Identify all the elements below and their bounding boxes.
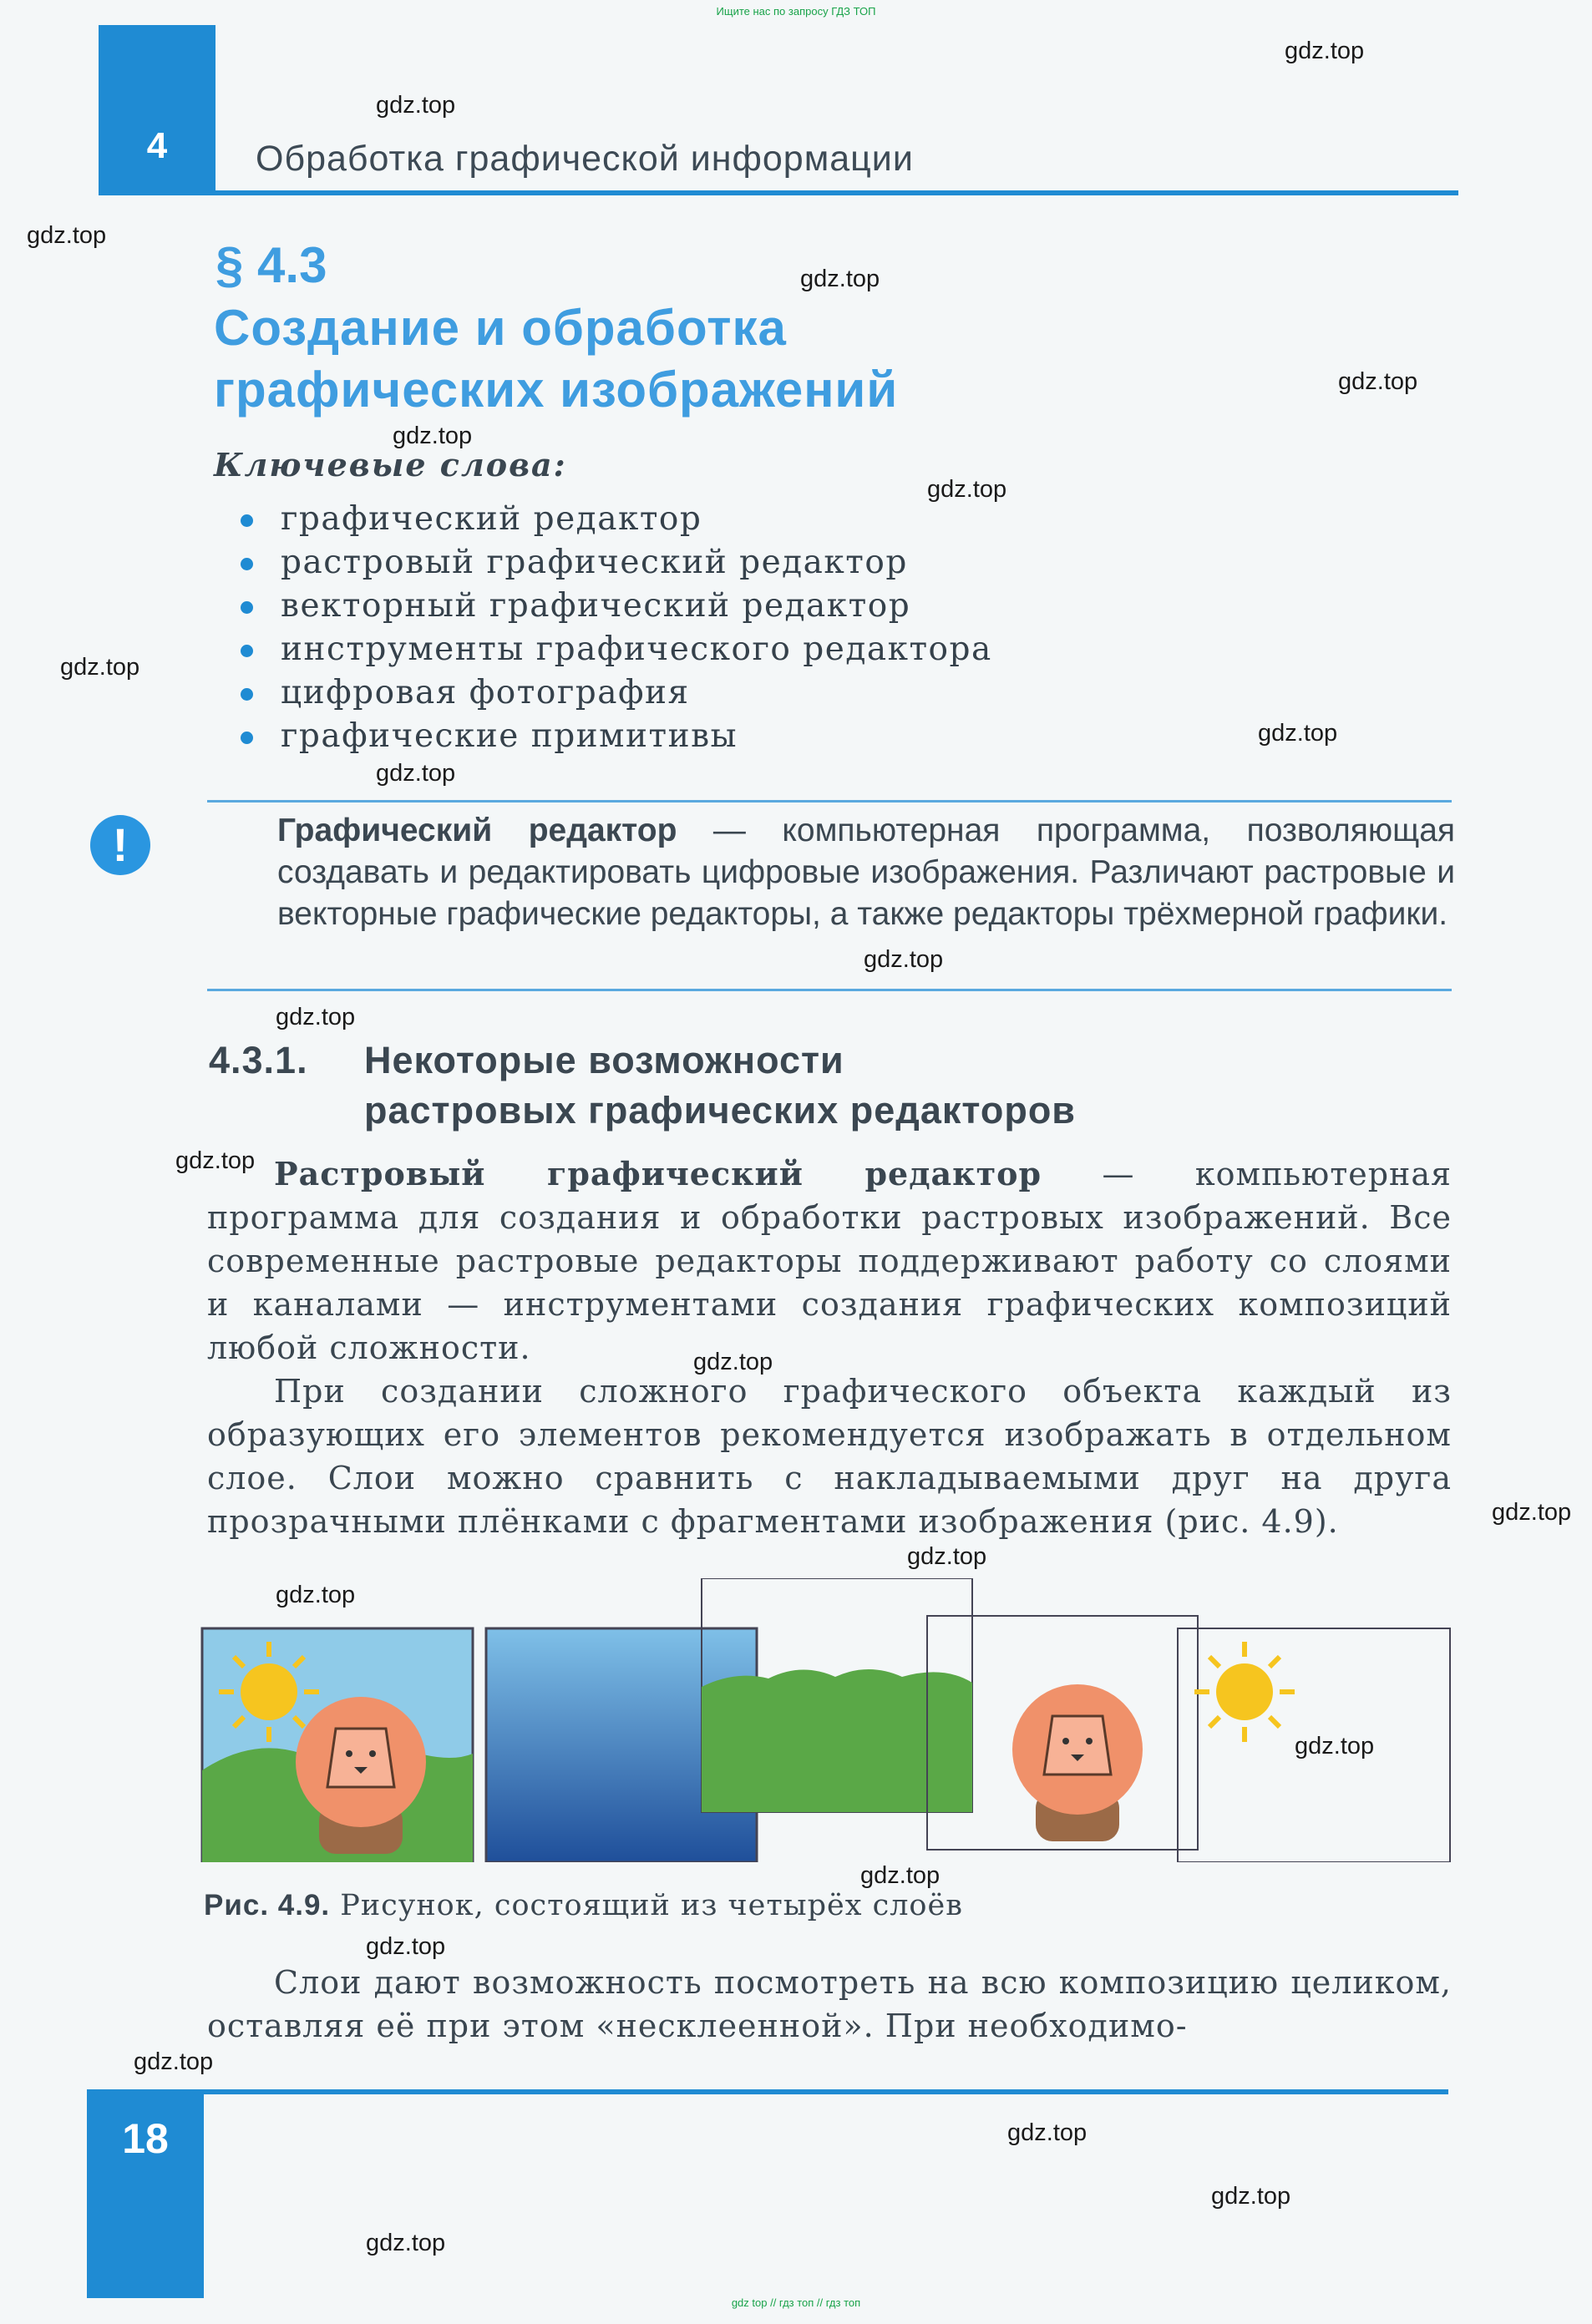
list-item: графические примитивы — [236, 715, 992, 758]
body-text-continued — [207, 1961, 1452, 2048]
watermark: gdz.top — [134, 2048, 214, 2075]
footer-divider — [87, 2089, 1448, 2094]
bullet-icon — [241, 645, 253, 657]
bullet-icon — [241, 558, 253, 570]
list-item: цифровая фотография — [236, 671, 992, 715]
watermark: gdz.top — [864, 946, 944, 973]
exclamation-icon: ! — [90, 815, 150, 875]
section-heading — [209, 1035, 1076, 1136]
section-title-line2: растровых графических редакторов — [364, 1089, 1076, 1132]
chapter-title: Обработка графической информации — [256, 139, 914, 179]
paragraph-1: Растровый графический редактор — компьютерная программа для создания и обработки растровых изображений. Все современные растровые редакторы поддерживают работу со слоями и каналами — инструментами создания графических композиций любой сложности. — [207, 1155, 1452, 1366]
watermark: gdz.top — [276, 1004, 356, 1030]
watermark: gdz.top — [1295, 1733, 1375, 1759]
paragraph-title-line1: Создание и обработка — [214, 300, 787, 356]
header-divider — [99, 190, 1458, 195]
watermark: gdz.top — [376, 760, 456, 787]
watermark: gdz.top — [800, 266, 880, 292]
term-raster-editor: Растровый графический редактор — [274, 1155, 1042, 1192]
watermark: gdz.top — [1338, 368, 1418, 395]
figure-4-9 — [200, 1578, 1453, 1862]
list-item: векторный графический редактор — [236, 585, 992, 628]
watermark: gdz.top — [1211, 2183, 1291, 2210]
paragraph-title — [214, 297, 1467, 421]
paragraph-title-line2: графических изображений — [214, 362, 899, 418]
watermark: gdz.top — [693, 1349, 773, 1375]
watermark: gdz.top — [1285, 38, 1365, 64]
watermark: gdz.top — [366, 1933, 446, 1960]
body-text — [207, 1152, 1452, 1543]
figure-label: Рис. 4.9. — [204, 1889, 331, 1921]
watermark: gdz.top — [175, 1147, 256, 1174]
paragraph-2: При создании сложного графического объекта каждый из образующих его элементов рекомендуется изображать в отдельном слое. Слои можно сравнить с накладываемыми друг на друга прозрачными плёнками с фрагментами изображения (рис. 4.9). — [207, 1373, 1452, 1540]
definition-term: Графический редактор — [277, 813, 677, 848]
watermark: gdz.top — [376, 92, 456, 119]
section-number: 4.3.1. — [209, 1039, 308, 1081]
definition-text: — компьютерная программа, позволяющая создавать и редактировать цифровые изображения. Различают растровые и векторные графические редакторы, а также редакторы трёхмерной графики. — [277, 813, 1456, 932]
bullet-icon — [241, 601, 253, 614]
watermark: gdz.top — [927, 476, 1007, 503]
keywords-title: Ключевые слова: — [214, 446, 567, 484]
bullet-icon — [241, 732, 253, 744]
watermark: gdz.top — [276, 1582, 356, 1608]
watermark: gdz.top — [907, 1543, 987, 1570]
paragraph-number: § 4.3 — [215, 237, 327, 293]
keywords-list — [236, 498, 992, 758]
section-title-line1: Некоторые возможности — [364, 1039, 844, 1081]
bullet-icon — [241, 688, 253, 701]
definition-box — [277, 810, 1455, 935]
watermark: gdz.top — [27, 222, 107, 249]
definition-bottom-rule — [207, 989, 1452, 991]
watermark: gdz.top — [1258, 720, 1338, 747]
watermark: gdz.top — [60, 654, 140, 681]
watermark: gdz.top — [393, 423, 473, 449]
figure-caption: Рис. 4.9. Рисунок, состоящий из четырёх слоёв — [204, 1889, 963, 1922]
list-item: графический редактор — [236, 498, 992, 541]
top-note: Ищите нас по запросу ГДЗ ТОП — [716, 5, 876, 18]
composite-image — [202, 1628, 473, 1862]
watermark: gdz.top — [366, 2230, 446, 2256]
watermark: gdz.top — [1492, 1499, 1572, 1526]
watermark: gdz.top — [860, 1862, 940, 1889]
list-item: растровый графический редактор — [236, 541, 992, 585]
page-number: 18 — [122, 2115, 169, 2162]
sun-icon — [219, 1642, 319, 1742]
grass-layer — [702, 1578, 972, 1812]
list-item: инструменты графического редактора — [236, 628, 992, 671]
chapter-number: 4 — [146, 125, 168, 166]
paragraph-3: Слои дают возможность посмотреть на всю композицию целиком, оставляя её при этом «несклеенной». При необходимо- — [207, 1964, 1452, 2044]
watermark: gdz.top — [1007, 2119, 1088, 2146]
definition-top-rule — [207, 800, 1452, 803]
bullet-icon — [241, 514, 253, 527]
bottom-note: gdz top // гдз топ // гдз топ — [731, 2296, 861, 2309]
